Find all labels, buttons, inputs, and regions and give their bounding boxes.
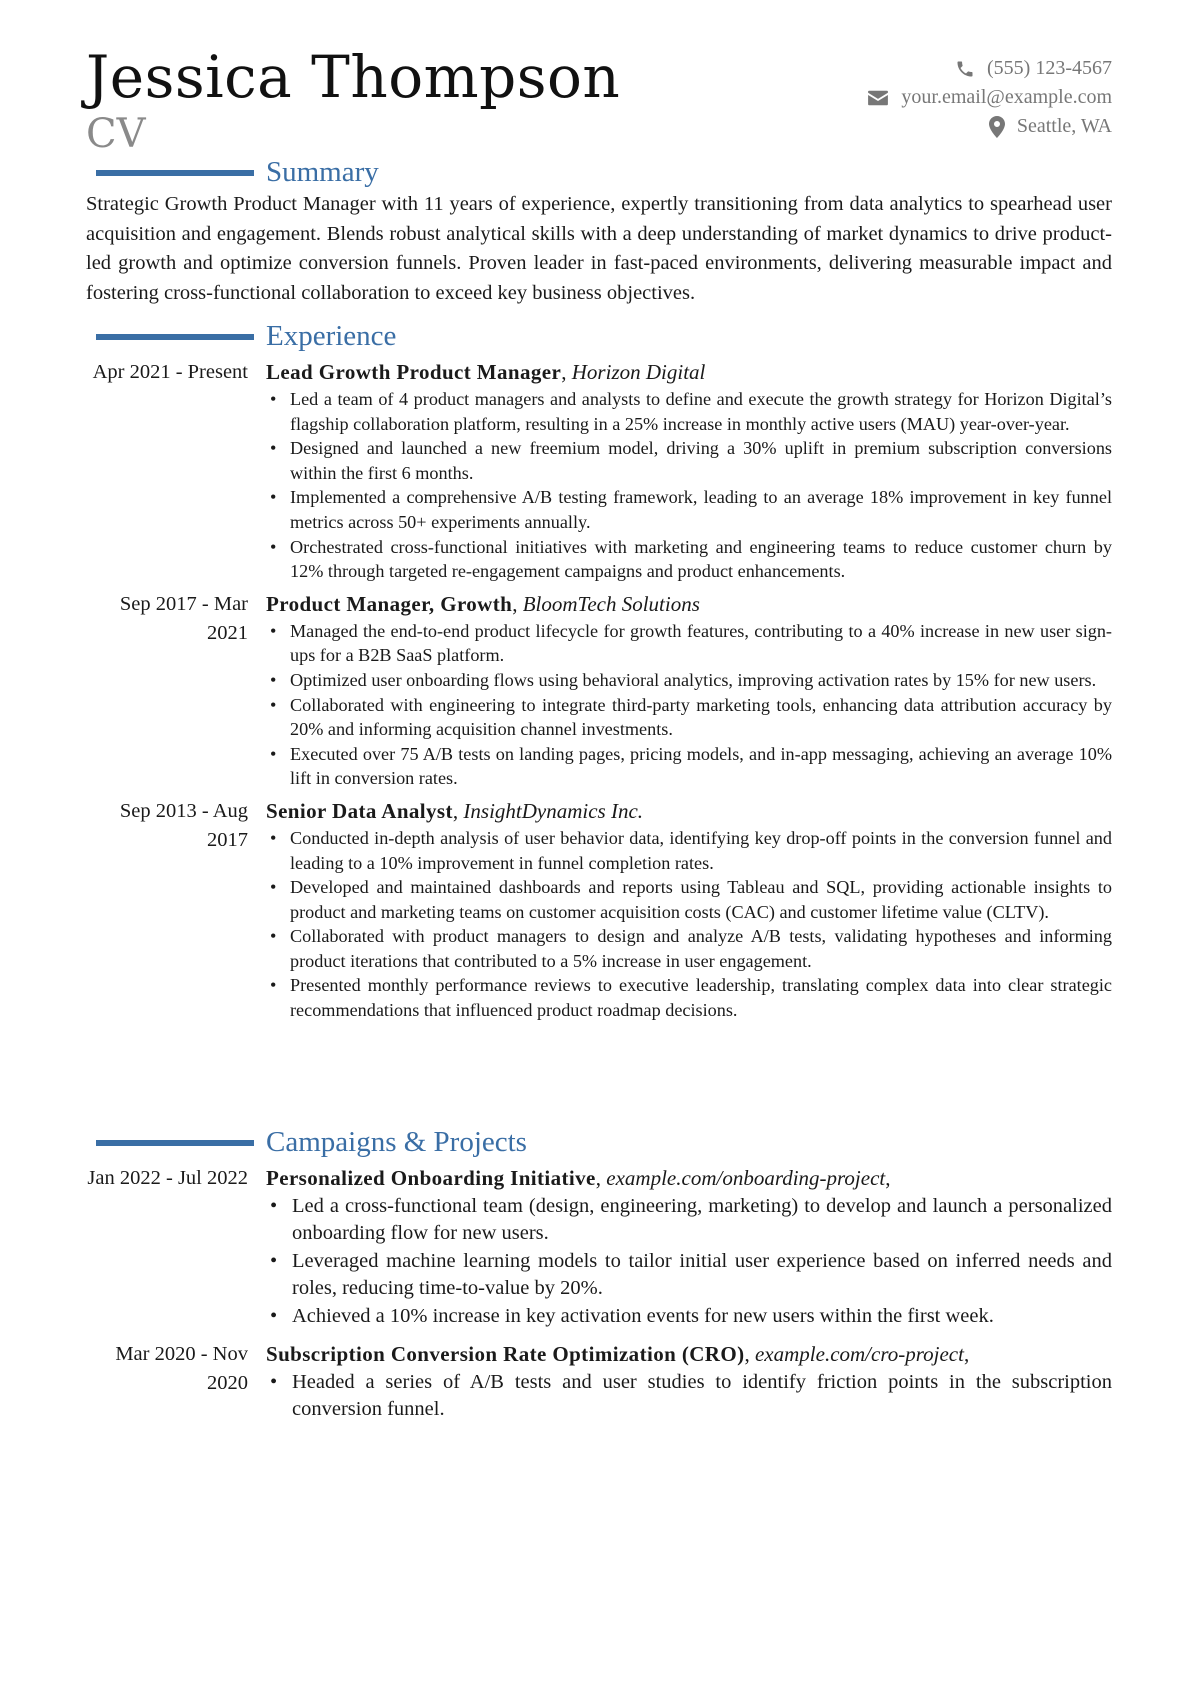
entry-role: Product Manager, Growth bbox=[266, 591, 513, 616]
experience-heading bbox=[86, 318, 1112, 354]
entry-body bbox=[266, 1164, 1112, 1330]
contact-phone[interactable] bbox=[867, 54, 1112, 83]
summary-title: Summary bbox=[266, 156, 379, 188]
summary-heading bbox=[86, 154, 1112, 190]
candidate-name: Jessica Thompson bbox=[86, 43, 621, 111]
bullet-item: • Presented monthly performance reviews to executive leadership, translating complex data into clear strategic recommendations that influenced product roadmap decisions. bbox=[266, 973, 1112, 1022]
experience-section bbox=[86, 318, 1112, 1029]
entry-date: Apr 2021 - Present bbox=[92, 361, 248, 383]
bullet-item: • Leveraged machine learning models to tailor initial user experience based on inferred needs and roles, reducing time-to-value by 20%. bbox=[266, 1248, 1112, 1303]
entry-separator: , bbox=[595, 1166, 607, 1190]
bullet-list bbox=[266, 1369, 1112, 1424]
bullet-item: • Collaborated with engineering to integrate third-party marketing tools, enhancing data attribution accuracy by 20% and informing acquisition channel investments. bbox=[266, 693, 1112, 742]
entry-date: Sep 2017 - Mar 2021 bbox=[119, 592, 248, 644]
summary-text: Strategic Growth Product Manager with 11 years of experience, expertly transitioning from data analytics to spearhead user acquisition and engagement. Blends robust analytical skills with a deep understanding of market dynamics to drive product-led growth and optimize conversion funnels. Proven leader in fast-paced environments, delivering measurable impact and fostering cross-functional collaboration to exceed key business objectives. bbox=[86, 193, 1112, 304]
bullet-list bbox=[266, 619, 1112, 791]
entry-heading bbox=[266, 358, 1112, 387]
bullet-list bbox=[266, 1193, 1112, 1330]
entry-organization: BloomTech Solutions bbox=[522, 591, 700, 616]
entry bbox=[86, 797, 1112, 1023]
bullet-item: • Managed the end-to-end product lifecycle for growth features, contributing to a 40% increase in new user sign-ups for a B2B SaaS platform. bbox=[266, 619, 1112, 668]
entry bbox=[86, 590, 1112, 791]
contact-email[interactable] bbox=[867, 83, 1112, 112]
entry-body bbox=[266, 1340, 1112, 1424]
entry-role: Subscription Conversion Rate Optimization (CRO) bbox=[266, 1342, 745, 1367]
entry-separator: , bbox=[512, 591, 523, 616]
bullet-list bbox=[266, 387, 1112, 584]
entry-organization: Horizon Digital bbox=[571, 360, 706, 384]
entry-body bbox=[266, 590, 1112, 791]
entry-role: Lead Growth Product Manager bbox=[266, 360, 562, 384]
section-rule bbox=[96, 1140, 254, 1146]
projects-list bbox=[86, 1164, 1112, 1424]
bullet-item: • Developed and maintained dashboards and reports using Tableau and SQL, providing actionable insights to product and marketing teams on customer acquisition costs (CAC) and customer lifetime value (CLTV). bbox=[266, 875, 1112, 924]
entry-trailing-punctuation: , bbox=[885, 1166, 891, 1190]
experience-list bbox=[86, 358, 1112, 1023]
entry-separator: , bbox=[452, 798, 464, 823]
bullet-item: • Orchestrated cross-functional initiatives with marketing and engineering teams to reduce customer churn by 12% through targeted re-engagement campaigns and product enhancements. bbox=[266, 535, 1112, 584]
entry bbox=[86, 1164, 1112, 1330]
entry-body bbox=[266, 797, 1112, 1023]
entry-separator: , bbox=[744, 1342, 755, 1367]
envelope-icon bbox=[867, 89, 889, 107]
entry-date: Sep 2013 - Aug 2017 bbox=[119, 799, 248, 851]
section-rule bbox=[96, 170, 254, 176]
contact-location bbox=[867, 112, 1112, 141]
summary-section bbox=[86, 154, 1112, 308]
entry-organization[interactable]: example.com/cro-project bbox=[754, 1342, 964, 1367]
entry-role: Senior Data Analyst bbox=[266, 798, 453, 823]
map-pin-icon bbox=[989, 116, 1005, 138]
entry-heading bbox=[266, 1164, 1112, 1193]
bullet-item: • Conducted in-depth analysis of user behavior data, identifying key drop-off points in the conversion funnel and leading to a 10% improvement in funnel completion rates. bbox=[266, 826, 1112, 875]
entry-date: Mar 2020 - Nov 2020 bbox=[115, 1343, 248, 1395]
contact-block bbox=[867, 54, 1112, 141]
email-text: your.email@example.com bbox=[901, 86, 1112, 108]
entry bbox=[86, 358, 1112, 584]
entry-heading bbox=[266, 590, 1112, 619]
entry-heading bbox=[266, 1340, 1112, 1369]
bullet-item: • Headed a series of A/B tests and user studies to identify friction points in the subscription conversion funnel. bbox=[266, 1369, 1112, 1424]
bullet-item: • Implemented a comprehensive A/B testing framework, leading to an average 18% improvement in key funnel metrics across 50+ experiments annually. bbox=[266, 485, 1112, 534]
entry-role: Personalized Onboarding Initiative bbox=[266, 1166, 596, 1190]
bullet-item: • Optimized user onboarding flows using behavioral analytics, improving activation rates by 15% for new users. bbox=[266, 668, 1112, 693]
section-rule bbox=[96, 334, 254, 340]
entry bbox=[86, 1340, 1112, 1424]
entry-trailing-punctuation: , bbox=[963, 1342, 970, 1367]
entry-organization[interactable]: example.com/onboarding-project bbox=[606, 1166, 886, 1190]
location-text: Seattle, WA bbox=[1016, 115, 1112, 137]
entry-heading bbox=[266, 797, 1112, 826]
experience-title: Experience bbox=[266, 320, 397, 352]
bullet-item: • Achieved a 10% increase in key activation events for new users within the first week. bbox=[266, 1303, 1112, 1330]
bullet-item: • Collaborated with product managers to design and analyze A/B tests, validating hypotheses and informing product iterations that contributed to a 5% increase in user engagement. bbox=[266, 924, 1112, 973]
entry-date: Jan 2022 - Jul 2022 bbox=[87, 1167, 248, 1189]
bullet-item: • Led a team of 4 product managers and analysts to define and execute the growth strategy for Horizon Digital’s flagship collaboration platform, resulting in a 25% increase in monthly active users (MAU) year-over-year. bbox=[266, 387, 1112, 436]
projects-title: Campaigns & Projects bbox=[266, 1126, 527, 1158]
bullet-item: • Executed over 75 A/B tests on landing pages, pricing models, and in-app messaging, achieving an average 10% lift in conversion rates. bbox=[266, 742, 1112, 791]
bullet-item: • Designed and launched a new freemium model, driving a 30% uplift in premium subscription conversions within the first 6 months. bbox=[266, 436, 1112, 485]
entry-separator: , bbox=[561, 360, 572, 384]
bullet-list bbox=[266, 826, 1112, 1023]
projects-section bbox=[86, 1124, 1112, 1434]
bullet-item: • Led a cross-functional team (design, engineering, marketing) to develop and launch a personalized onboarding flow for new users. bbox=[266, 1193, 1112, 1248]
projects-heading bbox=[86, 1124, 1112, 1160]
entry-organization: InsightDynamics Inc. bbox=[463, 798, 644, 823]
document-type: CV bbox=[86, 111, 146, 157]
entry-body bbox=[266, 358, 1112, 584]
phone-icon bbox=[955, 59, 975, 79]
phone-text: (555) 123-4567 bbox=[987, 57, 1112, 79]
